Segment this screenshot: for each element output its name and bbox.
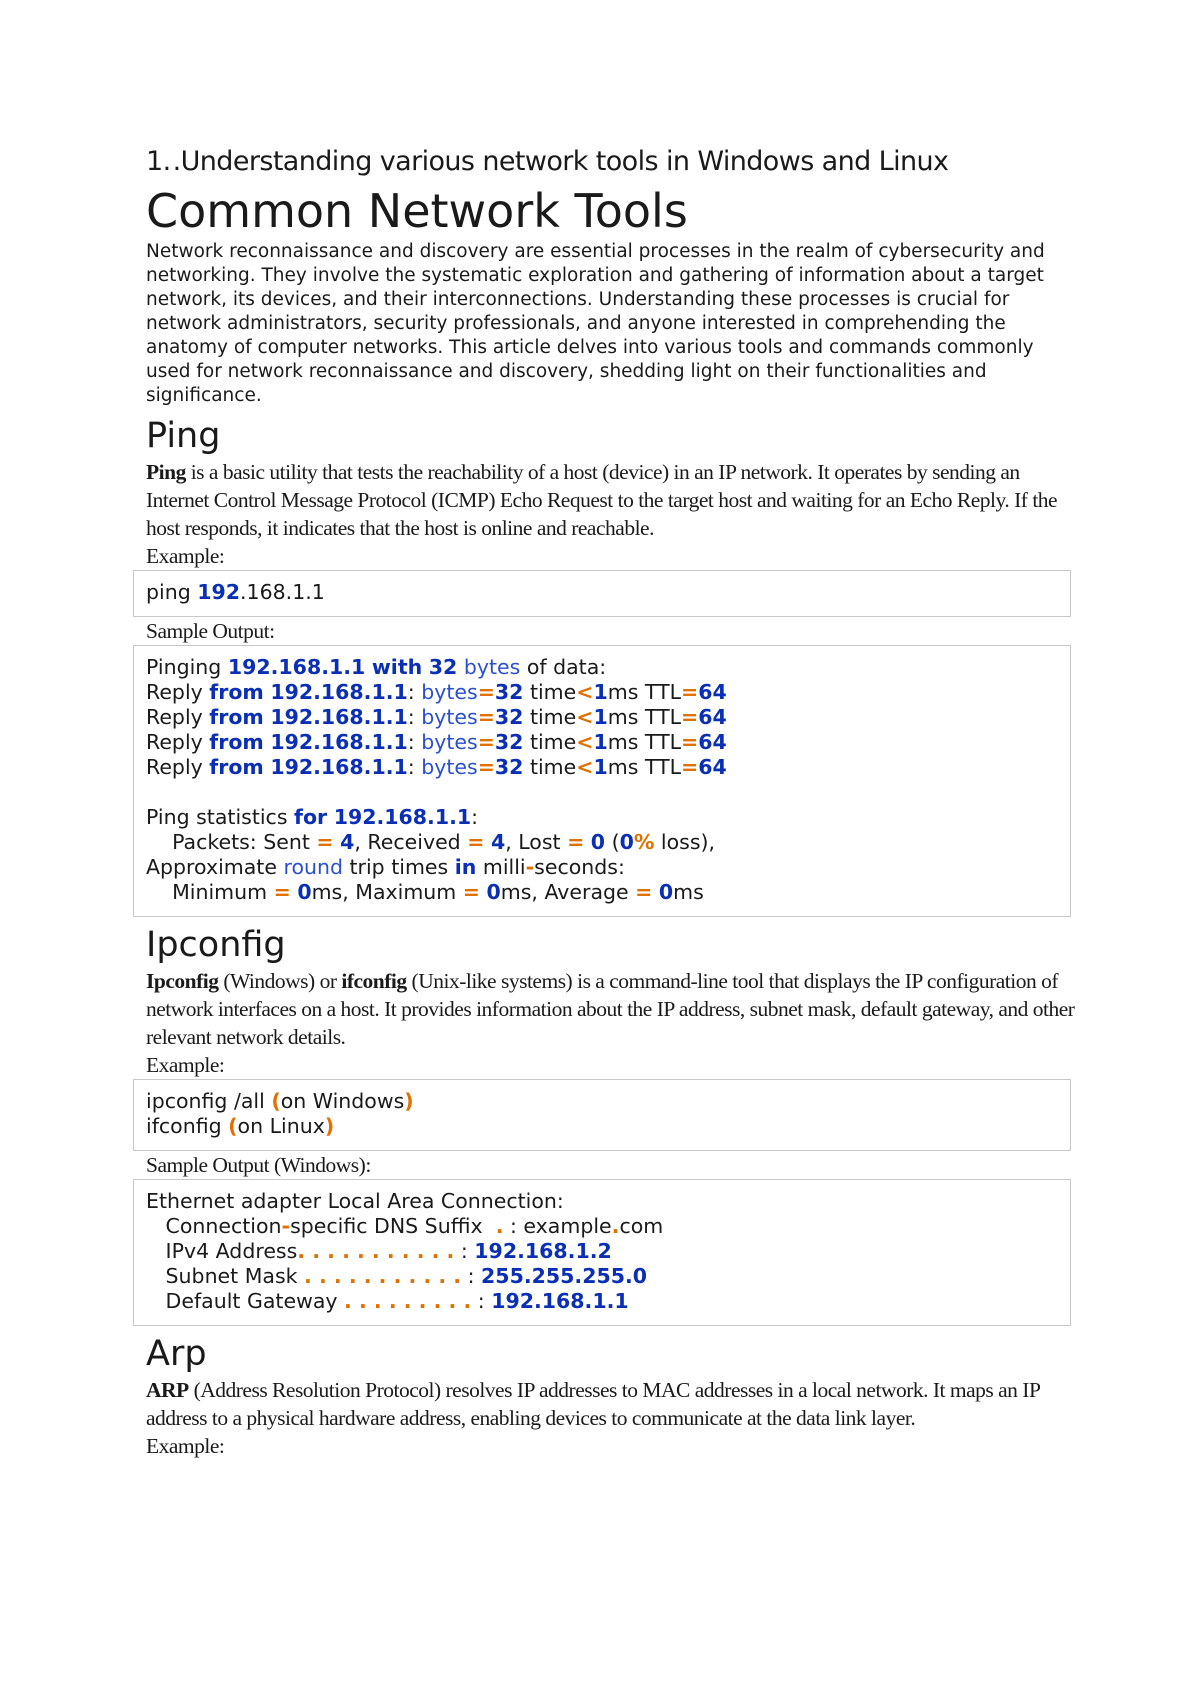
code-token: = — [477, 730, 495, 754]
ipconfig-example-label: Example: — [146, 1053, 225, 1077]
code-token: bytes — [421, 755, 478, 779]
code-line — [146, 1264, 1058, 1289]
code-line — [146, 705, 1058, 730]
code-token: : — [471, 805, 479, 829]
arp-description-text: (Address Resolution Protocol) resolves IP addresses to MAC addresses in a local network. It maps an IP address to a physical hardware address, enabling devices to communicate at the data link layer. — [146, 1378, 1040, 1430]
code-token: seconds: — [534, 855, 625, 879]
code-token: 192.168.1.1 — [270, 705, 408, 729]
code-line — [146, 855, 1058, 880]
code-token: 1 — [593, 755, 608, 779]
code-line — [146, 1214, 1058, 1239]
code-line — [146, 1114, 1058, 1139]
code-token: . . . . . . . . . . . — [297, 1239, 455, 1263]
ping-description — [146, 458, 1076, 542]
code-token: from — [209, 730, 264, 754]
ping-example-label: Example: — [146, 544, 225, 568]
code-token: specific DNS Suffix — [290, 1214, 496, 1238]
code-token: = — [467, 830, 485, 854]
code-token: : — [407, 730, 422, 754]
code-token: 192 — [197, 580, 241, 604]
code-token: 32 — [428, 655, 458, 679]
code-token: 32 — [494, 755, 524, 779]
code-token: ms TTL — [607, 730, 682, 754]
intro-paragraph: Network reconnaissance and discovery are essential processes in the realm of cybersecurity and networking. They involve the systematic exploration and gathering of information about a target network, its devices, and their interconnections. Understanding these processes is crucial for network administrators, security professionals, and anyone interested in comprehending the anatomy of computer networks. This article delves into various tools and commands commonly used for network reconnaissance and discovery, shedding light on their functionalities and significance. — [146, 241, 1045, 406]
ping-section-title: Ping — [146, 416, 221, 456]
code-token: < — [576, 730, 594, 754]
ipconfig-output-label: Sample Output (Windows): — [146, 1153, 371, 1177]
code-token: : — [454, 1239, 475, 1263]
code-token: 32 — [494, 705, 524, 729]
code-token: 1 — [593, 680, 608, 704]
code-token: : — [407, 705, 422, 729]
code-token: bytes — [421, 730, 478, 754]
document-title: Common Network Tools — [146, 184, 688, 238]
code-token: 0 — [486, 880, 501, 904]
code-token: = — [567, 830, 585, 854]
ipconfig-example-code — [133, 1079, 1071, 1151]
code-token: 64 — [698, 730, 727, 754]
code-token: 4 — [490, 830, 506, 854]
code-token: = — [273, 880, 291, 904]
code-token: = — [681, 705, 699, 729]
arp-example-label: Example: — [146, 1434, 225, 1458]
code-token: ( — [605, 830, 620, 854]
code-token: in — [454, 855, 477, 879]
code-token: - — [281, 1214, 291, 1238]
ipconfig-description-text: (Unix-like systems) is a command-line tool that displays the IP configuration of network interfaces on a host. It provides information about the IP address, subnet mask, default gateway, and other relevant network details. — [146, 969, 1075, 1049]
code-token: Minimum — [146, 880, 274, 904]
document-page — [146, 140, 1076, 1460]
code-token: Reply — [146, 730, 210, 754]
code-line — [146, 1289, 1058, 1314]
ifconfig-bold-term: ifconfig — [341, 969, 407, 993]
code-token: 4 — [340, 830, 355, 854]
code-token: Connection — [146, 1214, 282, 1238]
code-token: IPv4 Address — [146, 1239, 298, 1263]
code-line — [146, 880, 1058, 905]
ipconfig-description — [146, 967, 1076, 1051]
code-token: time — [523, 705, 577, 729]
code-token: from — [209, 705, 264, 729]
code-token: ms TTL — [607, 755, 682, 779]
code-token: of data — [520, 655, 600, 679]
code-token: 32 — [494, 730, 524, 754]
code-token: Approximate — [146, 855, 284, 879]
code-token: = — [681, 730, 699, 754]
code-token: Reply — [146, 755, 210, 779]
code-token: com — [619, 1214, 664, 1238]
code-token: : — [461, 1264, 482, 1288]
code-token: ping — [146, 580, 198, 604]
code-token: Packets: Sent — [146, 830, 317, 854]
code-token: ) — [404, 1089, 414, 1113]
code-token: round — [283, 855, 343, 879]
code-token: = — [316, 830, 334, 854]
ping-bold-term: Ping — [146, 460, 186, 484]
code-line — [146, 1239, 1058, 1264]
code-token: 192.168.1.1 — [270, 730, 408, 754]
code-token: = — [477, 680, 495, 704]
code-token: . . . . . . . . . . . — [304, 1264, 462, 1288]
code-line — [146, 1189, 1058, 1214]
code-token: = — [477, 705, 495, 729]
code-token: 255.255.255.0 — [481, 1264, 648, 1288]
code-token: 0 — [590, 830, 606, 854]
code-token: trip times — [343, 855, 455, 879]
code-token: time — [523, 755, 577, 779]
code-token: 1 — [593, 730, 608, 754]
code-token: on Linux — [237, 1114, 325, 1138]
code-line — [146, 655, 1058, 680]
code-token: loss), — [654, 830, 716, 854]
code-token: time — [523, 680, 577, 704]
code-token: . . . . . . . . . — [344, 1289, 472, 1313]
code-token: Ping statistics — [146, 805, 295, 829]
arp-section-title: Arp — [146, 1334, 207, 1374]
ipconfig-section-title: Ipconfig — [146, 925, 286, 965]
code-token: Reply — [146, 705, 210, 729]
ping-example-code — [133, 570, 1071, 617]
code-token: bytes — [421, 680, 478, 704]
code-token: Pinging — [146, 655, 228, 679]
code-token: 192.168.1.2 — [474, 1239, 612, 1263]
code-token: < — [576, 705, 594, 729]
document-heading: 1. .Understanding various network tools in Windows and Linux — [146, 146, 949, 177]
code-token: .168.1.1 — [240, 580, 325, 604]
code-line — [146, 805, 1058, 830]
code-token: ms, Maximum — [311, 880, 463, 904]
code-line — [146, 730, 1058, 755]
ping-output-code — [133, 645, 1071, 917]
code-token: % — [633, 830, 655, 854]
code-token: 64 — [698, 755, 727, 779]
code-token: 192.168.1.1 — [333, 805, 472, 829]
code-token: time — [523, 730, 577, 754]
code-line — [146, 580, 1058, 605]
code-token: 192.168.1.1 — [270, 755, 408, 779]
code-token: . — [611, 1214, 620, 1238]
ipconfig-output-code — [133, 1179, 1071, 1326]
code-token: : — [471, 1289, 492, 1313]
code-token: < — [576, 680, 594, 704]
code-token: ms, Average — [500, 880, 636, 904]
code-token: : — [407, 680, 422, 704]
code-token: = — [681, 755, 699, 779]
code-line — [146, 830, 1058, 855]
code-token: for — [294, 805, 328, 829]
code-token: = — [462, 880, 480, 904]
arp-bold-term: ARP — [146, 1378, 189, 1402]
code-token: Subnet Mask — [146, 1264, 305, 1288]
code-token: 1 — [593, 705, 608, 729]
code-token: 192.168.1.1 — [227, 655, 366, 679]
code-line — [146, 755, 1058, 780]
code-token: on Windows — [280, 1089, 405, 1113]
code-token: 0 — [658, 880, 674, 904]
code-token: milli — [476, 855, 526, 879]
code-token: 64 — [698, 705, 727, 729]
ping-output-label: Sample Output: — [146, 619, 275, 643]
code-token: : — [407, 755, 422, 779]
code-token: bytes — [421, 705, 478, 729]
code-line — [146, 680, 1058, 705]
code-token: < — [576, 755, 594, 779]
code-token: , Received — [354, 830, 468, 854]
ping-description-text: is a basic utility that tests the reachability of a host (device) in an IP network. It operates by sending an Internet Control Message Protocol (ICMP) Echo Request to the target host and waiting for an Echo Reply. If the host responds, it indicates that the host is online and reachable. — [146, 460, 1058, 540]
code-token: ( — [228, 1114, 238, 1138]
code-token: = — [681, 680, 699, 704]
code-token: from — [209, 680, 264, 704]
code-token: ( — [271, 1089, 281, 1113]
code-token: Reply — [146, 680, 210, 704]
code-token: ms TTL — [607, 680, 682, 704]
ipconfig-bold-term: Ipconfig — [146, 969, 219, 993]
code-token: , Lost — [505, 830, 568, 854]
code-token: bytes — [463, 655, 521, 679]
code-token: from — [209, 755, 264, 779]
code-token: 192.168.1.1 — [270, 680, 408, 704]
code-token: = — [635, 880, 653, 904]
code-token: : — [599, 655, 607, 679]
code-token: 64 — [698, 680, 727, 704]
code-token: : example — [503, 1214, 612, 1238]
code-token: = — [477, 755, 495, 779]
code-line — [146, 1089, 1058, 1114]
arp-description — [146, 1376, 1076, 1432]
code-line — [146, 780, 1058, 805]
code-token: - — [525, 855, 535, 879]
ipconfig-middle-text: (Windows) or — [218, 969, 342, 993]
code-token: ifconfig — [146, 1114, 229, 1138]
code-token: with — [371, 655, 423, 679]
code-token: ipconfig /all — [146, 1089, 272, 1113]
code-token: ) — [324, 1114, 335, 1138]
code-token: ms — [673, 880, 704, 904]
code-token: ms TTL — [607, 705, 682, 729]
code-token: Default Gateway — [146, 1289, 345, 1313]
code-token: 32 — [494, 680, 524, 704]
code-token: 0 — [619, 830, 634, 854]
code-token: . — [495, 1214, 504, 1238]
code-token: 192.168.1.1 — [491, 1289, 629, 1313]
code-token: 0 — [297, 880, 312, 904]
code-token: Ethernet adapter Local Area Connection: — [146, 1189, 564, 1213]
